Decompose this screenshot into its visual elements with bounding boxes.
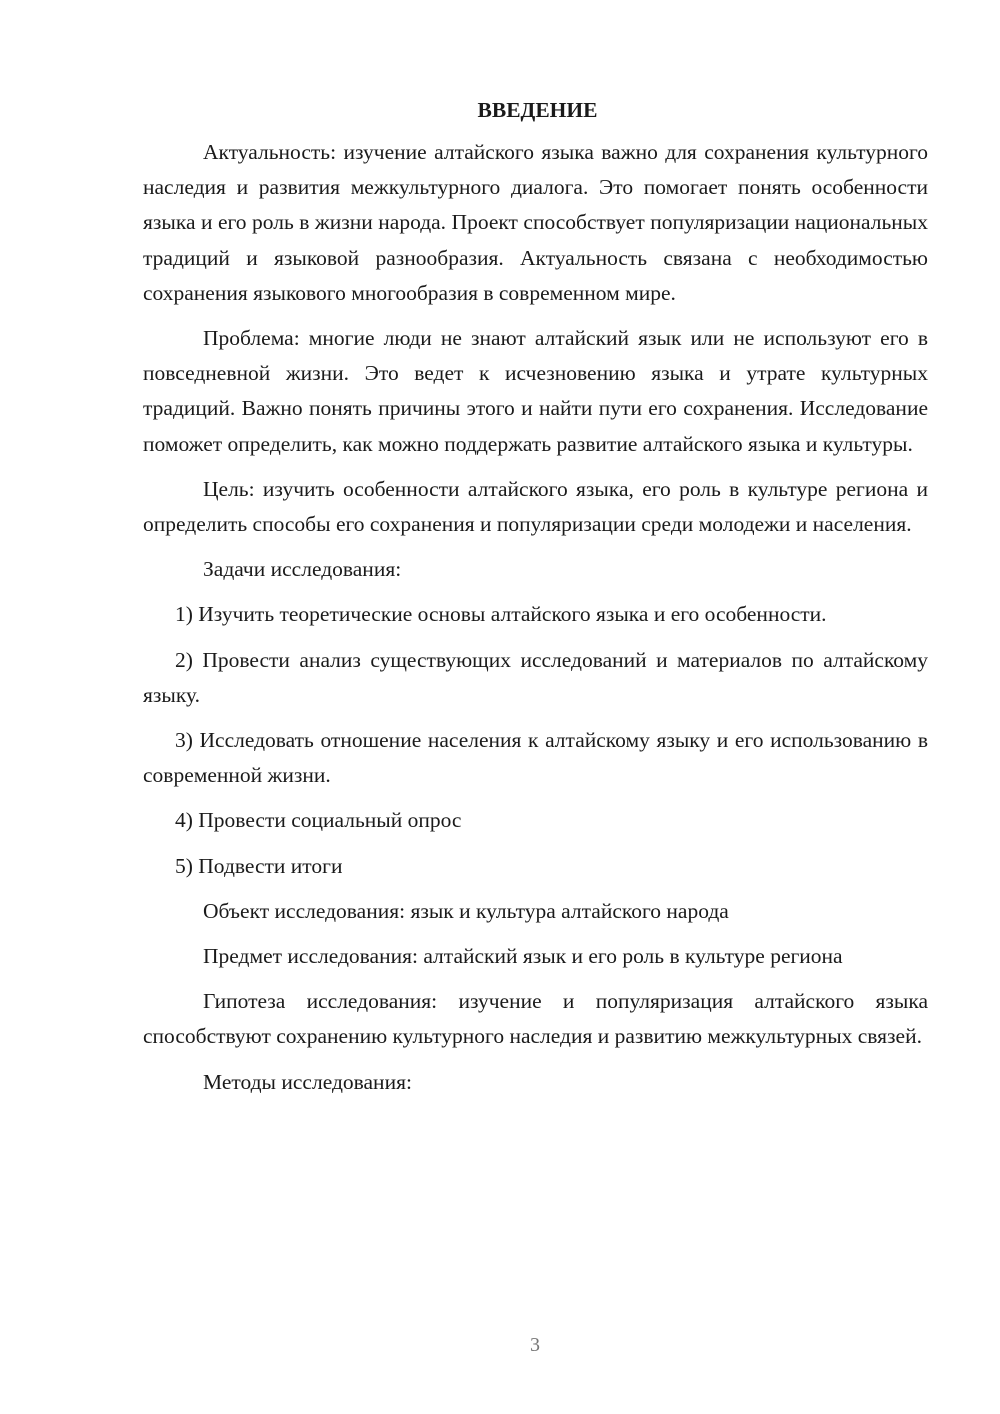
task-item-3: 3) Исследовать отношение населения к алтайскому языку и его использованию в современной жизни. xyxy=(143,728,928,788)
page-body xyxy=(143,97,928,1110)
page-number: 3 xyxy=(530,1334,540,1356)
tasks-heading: Задачи исследования: xyxy=(203,557,402,582)
section-title: ВВЕДЕНИЕ xyxy=(477,98,598,122)
task-item-2: 2) Провести анализ существующих исследований и материалов по алтайскому языку. xyxy=(143,647,928,707)
relevance-paragraph: Актуальность: изучение алтайского языка важно для сохранения культурного наследия и развития межкультурного диалога. Это помогает понять особенности языка и его роль в жизни народа. Проект способствует популяризации национальных традиций и языковой разнообразия. Актуальность связана с необходимостью сохранения языкового многообразия в современном мире. xyxy=(143,140,928,305)
hypothesis-paragraph: Гипотеза исследования: изучение и популяризация алтайского языка способствуют сохранению культурного наследия и развитию межкультурных связей. xyxy=(143,989,928,1049)
goal-paragraph: Цель: изучить особенности алтайского языка, его роль в культуре региона и определить способы его сохранения и популяризации среди молодежи и населения. xyxy=(143,476,928,537)
object-paragraph: Объект исследования: язык и культура алтайского народа xyxy=(203,898,729,923)
methods-heading: Методы исследования: xyxy=(203,1069,412,1094)
task-item-1: 1) Изучить теоретические основы алтайского языка и его особенности. xyxy=(175,602,827,627)
problem-paragraph: Проблема: многие люди не знают алтайский язык или не используют его в повседневной жизни. Это ведет к исчезновению языка и утрате культурных традиций. Важно понять причины этого и найти пути его сохранения. Исследование поможет определить, как можно поддержать развитие алтайского языка и культуры. xyxy=(143,326,928,456)
subject-paragraph: Предмет исследования: алтайский язык и его роль в культуре региона xyxy=(203,944,843,969)
task-item-4: 4) Провести социальный опрос xyxy=(175,808,462,833)
task-item-5: 5) Подвести итоги xyxy=(175,853,343,878)
